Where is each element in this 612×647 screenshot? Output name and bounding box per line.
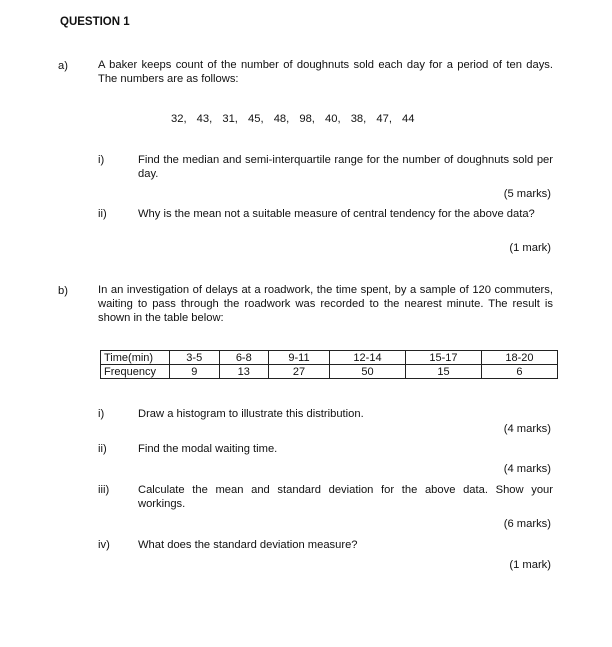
part-b-iii-marks: (6 marks) xyxy=(503,518,551,530)
table-cell-frequency: 27 xyxy=(269,365,330,379)
number-5: 48, xyxy=(273,113,290,125)
frequency-table xyxy=(100,350,558,379)
number-6: 98, xyxy=(299,113,315,125)
table-cell-interval: 15-17 xyxy=(405,351,481,365)
part-b-ii-label: ii) xyxy=(98,443,107,455)
part-b-iii-label: iii) xyxy=(98,484,110,496)
table-cell-frequency: 15 xyxy=(405,365,481,379)
part-a-i-marks: (5 marks) xyxy=(503,188,551,200)
table-cell-interval: 6-8 xyxy=(219,351,269,365)
table-cell-interval: 9-11 xyxy=(269,351,330,365)
number-8: 38, xyxy=(350,113,367,125)
doughnut-numbers xyxy=(171,112,422,126)
table-row-time xyxy=(101,351,558,365)
part-b-i-text: Draw a histogram to illustrate this distribution. xyxy=(138,408,364,420)
number-3: 31, xyxy=(222,113,238,125)
part-b-i-marks: (4 marks) xyxy=(503,423,551,435)
part-b-iv-text: What does the standard deviation measure? xyxy=(138,539,358,551)
table-header-time: Time(min) xyxy=(101,351,170,365)
part-b-ii-text: Find the modal waiting time. xyxy=(138,443,278,455)
number-10: 44 xyxy=(402,113,415,125)
part-a-i-label: i) xyxy=(98,154,105,166)
part-b-iii-text: Calculate the mean and standard deviation for the above data. Show your workings. xyxy=(138,484,553,510)
part-b-iv-label: iv) xyxy=(98,539,110,551)
part-a-intro: A baker keeps count of the number of doughnuts sold each day for a period of ten days. The numbers are as follows: xyxy=(98,59,553,85)
table-cell-interval: 3-5 xyxy=(170,351,220,365)
table-cell-frequency: 9 xyxy=(170,365,220,379)
number-7: 40, xyxy=(325,113,341,125)
part-b-iv-marks: (1 mark) xyxy=(509,559,551,571)
table-cell-frequency: 6 xyxy=(481,365,557,379)
table-header-frequency: Frequency xyxy=(101,365,170,379)
part-b-ii-marks: (4 marks) xyxy=(503,463,551,475)
part-b-i-label: i) xyxy=(98,408,105,420)
table-row-frequency xyxy=(101,365,558,379)
table-cell-interval: 18-20 xyxy=(481,351,557,365)
table-cell-interval: 12-14 xyxy=(330,351,406,365)
question-title: QUESTION 1 xyxy=(60,16,130,28)
number-2: 43, xyxy=(196,113,213,125)
table-cell-frequency: 50 xyxy=(330,365,406,379)
number-1: 32, xyxy=(171,113,187,125)
part-a-ii-text: Why is the mean not a suitable measure of central tendency for the above data? xyxy=(138,208,535,220)
part-a-ii-marks: (1 mark) xyxy=(509,242,551,254)
part-a-i-text: Find the median and semi-interquartile range for the number of doughnuts sold per day. xyxy=(138,154,553,180)
number-9: 47, xyxy=(376,113,392,125)
number-4: 45, xyxy=(248,113,264,125)
part-b-intro: In an investigation of delays at a roadwork, the time spent, by a sample of 120 commuters, waiting to pass through the roadwork was recorded to the nearest minute. The result is shown in the table below: xyxy=(98,284,553,324)
part-a-ii-label: ii) xyxy=(98,208,107,220)
part-a-label: a) xyxy=(58,60,68,72)
table-cell-frequency: 13 xyxy=(219,365,269,379)
part-b-label: b) xyxy=(58,285,68,297)
